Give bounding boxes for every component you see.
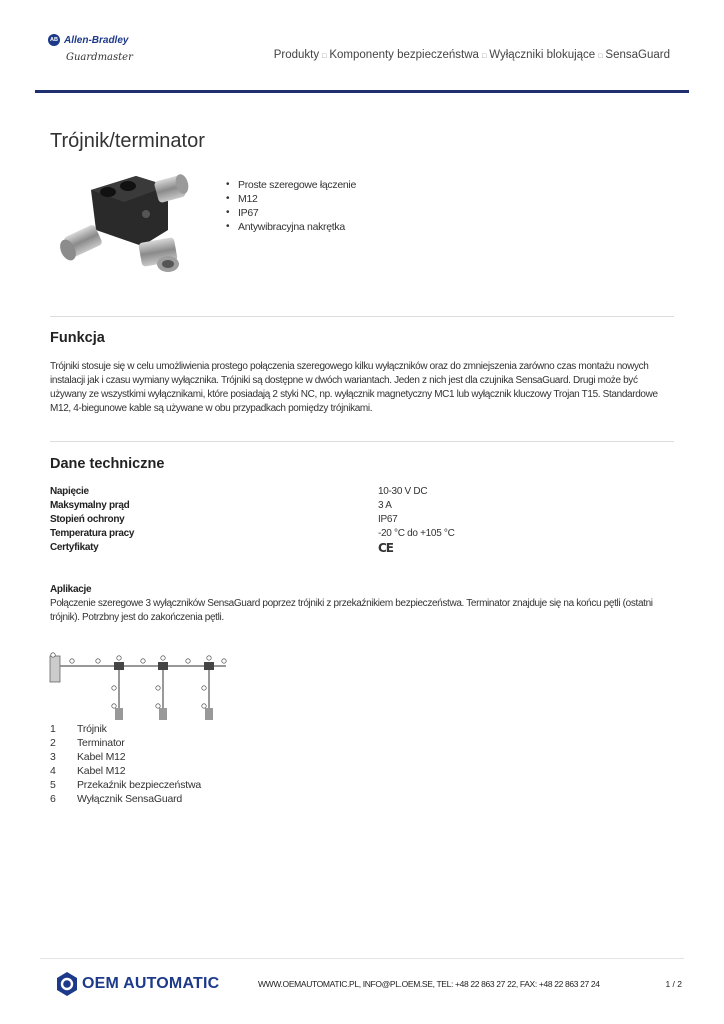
application-text [50, 597, 678, 625]
legend-number: 1 [50, 723, 56, 735]
spec-value: 10-30 V DC [378, 486, 428, 497]
text-line: Połączenie szeregowe 3 wyłączników SensaGuard poprzez trójniki z przekaźnikiem bezpieczeństwa. Terminator znajduje się na końcu pętli (ostatni [50, 598, 653, 609]
legend-number: 5 [50, 779, 56, 791]
list-item: • Proste szeregowe łączenie [238, 178, 356, 192]
application-heading: Aplikacje [50, 584, 92, 595]
legend-text: Kabel M12 [77, 765, 126, 777]
breadcrumb-separator-icon: □ [481, 53, 487, 60]
breadcrumb-separator-icon: □ [322, 53, 327, 60]
legend-text: Kabel M12 [77, 751, 126, 763]
text-line: Trójniki stosuje się w celu umożliwienia prostego połączenia szeregowego kilku wyłączników oraz do zmniejszenia zarówno czas montażu nowych [50, 361, 649, 372]
oem-hexagon-icon [56, 971, 78, 997]
breadcrumb-item[interactable]: Komponenty bezpieczeństwa [329, 49, 479, 61]
breadcrumb-item[interactable]: Wyłączniki blokujące [489, 49, 596, 61]
brand-name: Allen-Bradley [64, 34, 129, 46]
function-heading: Funkcja [50, 330, 105, 346]
spec-label: Maksymalny prąd [50, 500, 130, 511]
wiring-diagram [48, 652, 230, 724]
header-rule [35, 90, 689, 93]
ab-badge-icon: AB [48, 34, 60, 46]
legend-number: 6 [50, 793, 56, 805]
spec-label: Napięcie [50, 486, 89, 497]
text-line: M12, 4-biegunowe kable są używane w obu przypadkach pomiędzy trójnikami. [50, 403, 373, 414]
legend-number: 4 [50, 765, 56, 777]
feature-list [238, 178, 356, 234]
breadcrumb-item[interactable]: SensaGuard [605, 49, 670, 61]
list-item: • IP67 [238, 206, 356, 220]
spec-label: Temperatura pracy [50, 528, 135, 539]
footer-rule [40, 958, 684, 959]
text-line: instalacji jak i czasu wymiany wyłącznika. Trójniki są dostępne w dwóch wariantach. Jeden z nich jest dla czujnika SensaGuard. Drugi może być [50, 375, 638, 386]
legend-text: Wyłącznik SensaGuard [77, 793, 183, 805]
legend-text: Przekaźnik bezpieczeństwa [77, 779, 201, 791]
product-photo [56, 168, 206, 286]
allen-bradley-logo [48, 34, 138, 70]
footer-contact: WWW.OEMAUTOMATIC.PL, INFO@PL.OEM.SE, TEL: +48 22 863 27 22, FAX: +48 22 863 27 24 [258, 979, 600, 989]
oem-logo-text: OEM AUTOMATIC [82, 975, 220, 992]
page-title: Trójnik/terminator [50, 130, 205, 152]
list-item: • M12 [238, 192, 356, 206]
text-line: trójnik). Potrzbny jest do zakończenia pętli. [50, 612, 224, 623]
breadcrumb [274, 49, 670, 61]
spec-label: Stopień ochrony [50, 514, 125, 525]
spec-value: 3 A [378, 500, 392, 511]
legend-number: 2 [50, 737, 56, 749]
section-divider [50, 441, 674, 442]
breadcrumb-item[interactable]: Produkty [273, 49, 320, 61]
guardmaster-logo: Guardmaster [66, 52, 133, 63]
technical-heading: Dane techniczne [50, 456, 165, 472]
ce-mark-icon: CE [378, 541, 394, 555]
legend-text: Terminator [77, 737, 125, 749]
list-item: • Antywibracyjna nakrętka [238, 220, 356, 234]
section-divider [50, 316, 674, 317]
spec-value: IP67 [378, 514, 398, 525]
text-line: używany ze wszystkimi wyłącznikami, które posiadają 2 styki NC, np. wyłącznik magnetyczny MC1 lub wyłącznik kluczowy Trojan T15. Standardowe [50, 389, 658, 400]
legend-number: 3 [50, 751, 56, 763]
oem-automatic-logo [56, 970, 219, 998]
function-text [50, 360, 678, 416]
legend-text: Trójnik [77, 723, 107, 735]
spec-label: Certyfikaty [50, 542, 99, 553]
spec-value: -20 °C do +105 °C [378, 528, 455, 539]
page-number: 1 / 2 [665, 979, 682, 989]
breadcrumb-separator-icon: □ [598, 53, 603, 60]
